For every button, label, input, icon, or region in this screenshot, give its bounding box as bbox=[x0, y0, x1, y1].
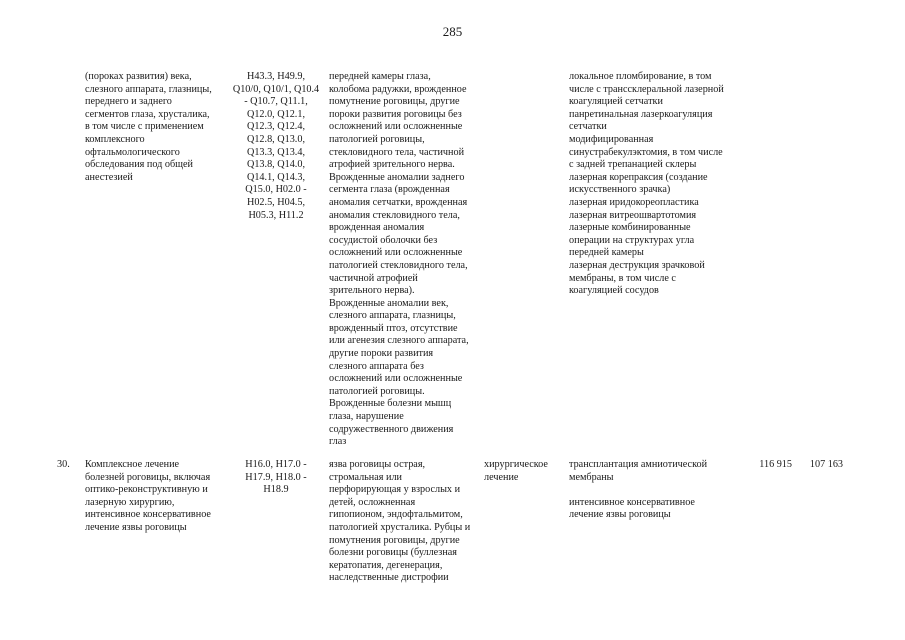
diagnosis-line: осложнений или осложненные bbox=[329, 373, 463, 385]
method-line: лазерная иридокореопластика bbox=[569, 196, 699, 208]
method-line: локальное пломбирование, в том bbox=[569, 71, 712, 82]
row-30-treatment-type-cell bbox=[484, 459, 564, 484]
diagnosis-line: стромальная или bbox=[329, 471, 403, 483]
diagnosis-line: или агенезия слезного аппарата, bbox=[329, 335, 469, 347]
row-1-name-cell bbox=[85, 71, 235, 184]
method-line: трансплантация амниотической bbox=[569, 459, 708, 470]
method-line: числе с транссклеральной лазерной bbox=[569, 83, 724, 95]
treatment-type-line: лечение bbox=[484, 471, 519, 483]
name-line: анестезией bbox=[85, 171, 133, 183]
diagnosis-line: помутнения роговицы, другие bbox=[329, 534, 460, 546]
name-line: сегментов глаза, хрусталика, bbox=[85, 108, 210, 120]
row-30-name-cell bbox=[85, 459, 235, 535]
diagnosis-line: осложнений или осложненные bbox=[329, 121, 463, 133]
method-line: искусственного зрачка) bbox=[569, 184, 671, 196]
row-1-diagnosis-cell bbox=[329, 71, 479, 449]
row-30-method-cell bbox=[569, 459, 744, 522]
diagnosis-line: осложнений или осложненные bbox=[329, 247, 463, 259]
diagnosis-line: передней камеры глаза, bbox=[329, 71, 431, 82]
code-line: H02.5, H04.5, bbox=[246, 196, 305, 208]
code-line: H18.9 bbox=[263, 484, 289, 496]
diagnosis-line: аномалия стекловидного тела, bbox=[329, 209, 460, 221]
name-line: в том числе с применением bbox=[85, 121, 204, 133]
diagnosis-line: сегмента глаза (врожденная bbox=[329, 184, 450, 196]
method-line: коагуляцией сосудов bbox=[569, 285, 659, 297]
name-line: лазерную хирургию, bbox=[85, 496, 175, 508]
method-line: лазерная витреошвартотомия bbox=[569, 209, 697, 221]
name-line: комплексного bbox=[85, 133, 145, 145]
method-line bbox=[569, 484, 744, 497]
treatment-type-line: хирургическое bbox=[484, 459, 548, 470]
method-line: модифицированная bbox=[569, 133, 654, 145]
method-line: мембраны bbox=[569, 471, 614, 483]
diagnosis-line: слезного аппарата, глазницы, bbox=[329, 310, 456, 322]
code-line: Q15.0, H02.0 - bbox=[245, 184, 307, 196]
diagnosis-line: язва роговицы острая, bbox=[329, 459, 426, 470]
method-line: панретинальная лазеркоагуляция bbox=[569, 108, 713, 120]
diagnosis-line: врожденный птоз, отсутствие bbox=[329, 322, 458, 334]
diagnosis-line: кератопатия, дегенерация, bbox=[329, 559, 443, 571]
name-line: лечение язвы роговицы bbox=[85, 521, 187, 533]
name-line: (пороках развития) века, bbox=[85, 71, 192, 82]
row-30-cost-1-cell bbox=[742, 459, 792, 472]
name-line: болезней роговицы, включая bbox=[85, 471, 211, 483]
code-line: Q12.8, Q13.0, bbox=[246, 133, 305, 145]
diagnosis-line: Врожденные аномалии век, bbox=[329, 297, 449, 309]
code-line: Q12.3, Q12.4, bbox=[246, 121, 305, 133]
code-line: Q13.8, Q14.0, bbox=[246, 159, 305, 171]
diagnosis-line: врожденная аномалия bbox=[329, 222, 425, 234]
diagnosis-line: слезного аппарата без bbox=[329, 360, 424, 372]
row-1-method-cell bbox=[569, 71, 744, 298]
diagnosis-line: стекловидного тела, частичной bbox=[329, 146, 465, 158]
diagnosis-line: аномалия сетчатки, врожденная bbox=[329, 196, 468, 208]
method-line: операции на структурах угла bbox=[569, 234, 695, 246]
name-line: переднего и заднего bbox=[85, 96, 172, 108]
code-line: Q10/0, Q10/1, Q10.4 bbox=[232, 83, 320, 95]
name-line: слезного аппарата, глазницы, bbox=[85, 83, 212, 95]
cost-value: 116 915 bbox=[759, 459, 792, 470]
code-line: H05.3, H11.2 bbox=[248, 209, 304, 221]
name-line: интенсивное консервативное bbox=[85, 509, 211, 521]
row-number: 30. bbox=[57, 459, 70, 470]
code-line: Q14.1, Q14.3, bbox=[246, 171, 305, 183]
method-line: сетчатки bbox=[569, 121, 607, 133]
diagnosis-line: сосудистой оболочки без bbox=[329, 234, 438, 246]
row-30-number-cell bbox=[57, 459, 85, 472]
code-line: Q12.0, Q12.1, bbox=[246, 108, 305, 120]
method-line: передней камеры bbox=[569, 247, 644, 259]
diagnosis-line: Врожденные аномалии заднего bbox=[329, 171, 465, 183]
diagnosis-line: перфорирующая у взрослых и bbox=[329, 484, 461, 496]
diagnosis-line: другие пороки развития bbox=[329, 348, 434, 360]
name-line: оптико-реконструктивную и bbox=[85, 484, 208, 496]
diagnosis-line: частичной атрофией bbox=[329, 272, 418, 284]
diagnosis-line: Врожденные болезни мышц bbox=[329, 398, 452, 410]
diagnosis-line: патологией стекловидного тела, bbox=[329, 259, 468, 271]
page-number: 285 bbox=[442, 24, 463, 39]
diagnosis-line: наследственные дистрофии bbox=[329, 572, 449, 584]
diagnosis-line: пороки развития роговицы без bbox=[329, 108, 462, 120]
diagnosis-line: болезни роговицы (буллезная bbox=[329, 547, 457, 559]
method-line: с задней трепанацией склеры bbox=[569, 159, 697, 171]
row-30-cost-2-cell bbox=[796, 459, 843, 472]
diagnosis-line: патологией роговицы, bbox=[329, 133, 425, 145]
method-line: лечение язвы роговицы bbox=[569, 509, 671, 521]
diagnosis-line: глаз bbox=[329, 436, 347, 448]
method-line: лазерная деструкция зрачковой bbox=[569, 259, 705, 271]
method-line: лазерные комбинированные bbox=[569, 222, 691, 234]
diagnosis-line: помутнение роговицы, другие bbox=[329, 96, 460, 108]
row-30-codes-cell bbox=[224, 459, 328, 497]
name-line: обследования под общей bbox=[85, 159, 193, 171]
code-line: H43.3, H49.9, bbox=[246, 71, 305, 82]
code-line: - Q10.7, Q11.1, bbox=[244, 96, 308, 108]
diagnosis-line: зрительного нерва). bbox=[329, 285, 415, 297]
diagnosis-line: гипопионом, эндофтальмитом, bbox=[329, 509, 463, 521]
diagnosis-line: глаза, нарушение bbox=[329, 411, 404, 423]
row-30-diagnosis-cell bbox=[329, 459, 479, 585]
method-line: лазерная корепраксия (создание bbox=[569, 171, 708, 183]
diagnosis-line: патологией роговицы. bbox=[329, 385, 425, 397]
name-line: офтальмологического bbox=[85, 146, 180, 158]
cost-value: 107 163 bbox=[809, 459, 843, 470]
code-line: H17.9, H18.0 - bbox=[245, 471, 307, 483]
diagnosis-line: колобома радужки, врожденное bbox=[329, 83, 467, 95]
diagnosis-line: содружественного движения bbox=[329, 423, 454, 435]
diagnosis-line: патологией хрусталика. Рубцы и bbox=[329, 521, 471, 533]
code-line: H16.0, H17.0 - bbox=[245, 459, 307, 470]
method-line: коагуляцией сетчатки bbox=[569, 96, 663, 108]
method-line: мембраны, в том числе с bbox=[569, 272, 676, 284]
diagnosis-line: детей, осложненная bbox=[329, 496, 416, 508]
code-line: Q13.3, Q13.4, bbox=[246, 146, 305, 158]
name-line: Комплексное лечение bbox=[85, 459, 180, 470]
method-line: синустрабекулэктомия, в том числе bbox=[569, 146, 723, 158]
method-line: интенсивное консервативное bbox=[569, 496, 695, 508]
row-1-codes-cell bbox=[224, 71, 328, 222]
diagnosis-line: атрофией зрительного нерва. bbox=[329, 159, 455, 171]
